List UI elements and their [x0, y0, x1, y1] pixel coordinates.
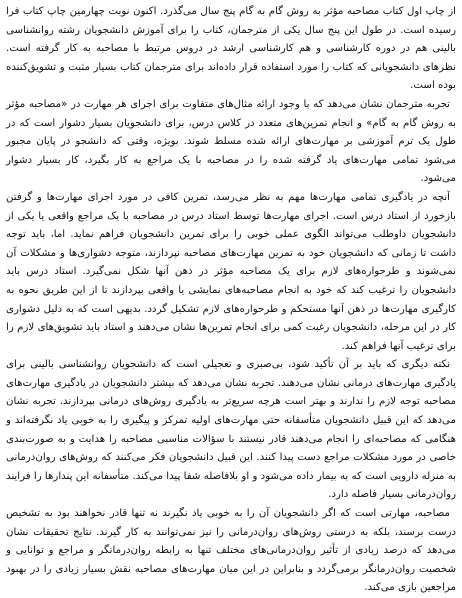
paragraph-4: نکته دیگری که باید بر آن تأکید شود، بی‌صبری و تعجیلی است که دانشجویان روانشناسی بالینی برای یادگیری مهارت‌های درمانی نشان می‌دهند. تجربه نشان می‌دهد که بیشتر دانشجویان در یادگیری مهارت‌های مصاحبه توجه لازم را ندارند و بهتر است هرچه سریع‌تر به یادگیری روش‌های درمانی بپردازند. تجربه نشان می‌دهد که این قبیل دانشجویان متأسفانه حتی مهارت‌های اولیه تمرکز و پیگیری را به خوبی یاد نگرفته‌اند و هنگامی که مصاحبه‌ای را انجام می‌دهند قادر نیستند با سؤالات مناسبی مصاحبه را هدایت و به صورت‌بندی خاصی در مورد مشکلات مراجع دست پیدا کنند. این قبیل دانشجویان فکر می‌کنند که روش‌های روان‌درمانی به منزله دارویی است که به بیمار داده می‌شود و او بلافاصله شفا پیدا می‌کند. متأسفانه این پندارها را فرایند روان‌درمانی بسیار فاصله دارد. [6, 359, 456, 501]
paragraph-2: تجربه مترجمان نشان می‌دهد که با وجود ارائه مثال‌های متفاوت برای اجرای هر مهارت در «مصاحبه مؤثر به روش گام به گام» و انجام تمرین‌های متعدد در کلاس درس، برای دانشجویان بسیار دشوار است که در طول یک ترم آموزشی بر مهارت‌های ارائه شده مسلط شوند. بویژه، وقتی که دانشجو در پایان مجبور می‌شود تمامی مهارت‌های یاد گرفته شده را در مصاحبه با یک مراجع به کار بگیرد، کار بسیار دشوار می‌شود. [6, 98, 456, 185]
paragraph-5: مصاحبه، مهارتی است که اگر دانشجویان آن را به خوبی یاد نگیرند نه تنها قادر نخواهند بود به تشخیص درست برسند، بلکه به درستی روش‌های روان‌درمانی را نیز نمی‌توانند به کار گیرند. نتایج تحقیقات نشان می‌دهد که درصد زیادی از تأثیر روان‌درمانی‌های مختلف تنها به رابطه روان‌درمانگر و مراجع و توانایی و شخصیت روان‌درمانگر برمی‌گردد و بنابراین در این میان مهارت‌های مصاحبه نقش بسیار زیادی را در بهبود مراجعین بازی می‌کند. [6, 508, 456, 594]
paragraph-3: آنچه در یادگیری تمامی مهارت‌ها مهم به نظر می‌رسد، تمرین کافی در مورد اجرای مهارت‌ها و گرفتن بازخورد از استاد درس است. اجرای مهارت‌ها توسط استاد درس در مصاحبه با یک مراجع واقعی یا یکی از دانشجویان داوطلب می‌تواند الگوی عملی خوبی را برای تمرین دانشجویان فراهم نماید. اما، باید توجه داشت تا زمانی که دانشجویان خود به تمرین مهارت‌های مصاحبه نپردازند، متوجه دشواری‌ها و مشکلات آن نمی‌شوند و طرحواره‌های لازم برای یک مصاحبه مؤثر در ذهن آنها شکل نمی‌گیرد. استاد درس باید دانشجویان را ترغیب کند که خود به انجام مصاحبه‌های نمایشی یا واقعی بپردازند تا از این طریق نحوه به کارگیری مهارت‌ها در ذهن آنها مستحکم و طرحواره‌های لازم تشکیل گردد. بدیهی است که به دلیل دشواری کار در این مرحله، دانشجویان رغبت کمی برای انجام تمرین‌ها نشان می‌دهند و استاد باید تشویق‌های لازم را برای ترغیب آنها فراهم کند. [6, 191, 456, 352]
paragraph-1: از چاپ اول کتاب مصاحبه مؤثر به روش گام به گام پنج سال می‌گذرد. اکنون نوبت چهارمین چاپ کتاب فرا رسیده است. در طول این پنج سال یکی از مترجمان، کتاب را برای آموزش دانشجویان رشته روانشناسی بالینی هم در دوره کارشناسی و هم کارشناسی ارشد در دروس مرتبط با مصاحبه به کار گرفته است. نظرهای دانشجویانی که کتاب را مورد استفاده قرار داده‌اند برای مترجمان کتاب بسیار مثبت و تشویق‌کننده بوده است. [6, 6, 456, 92]
